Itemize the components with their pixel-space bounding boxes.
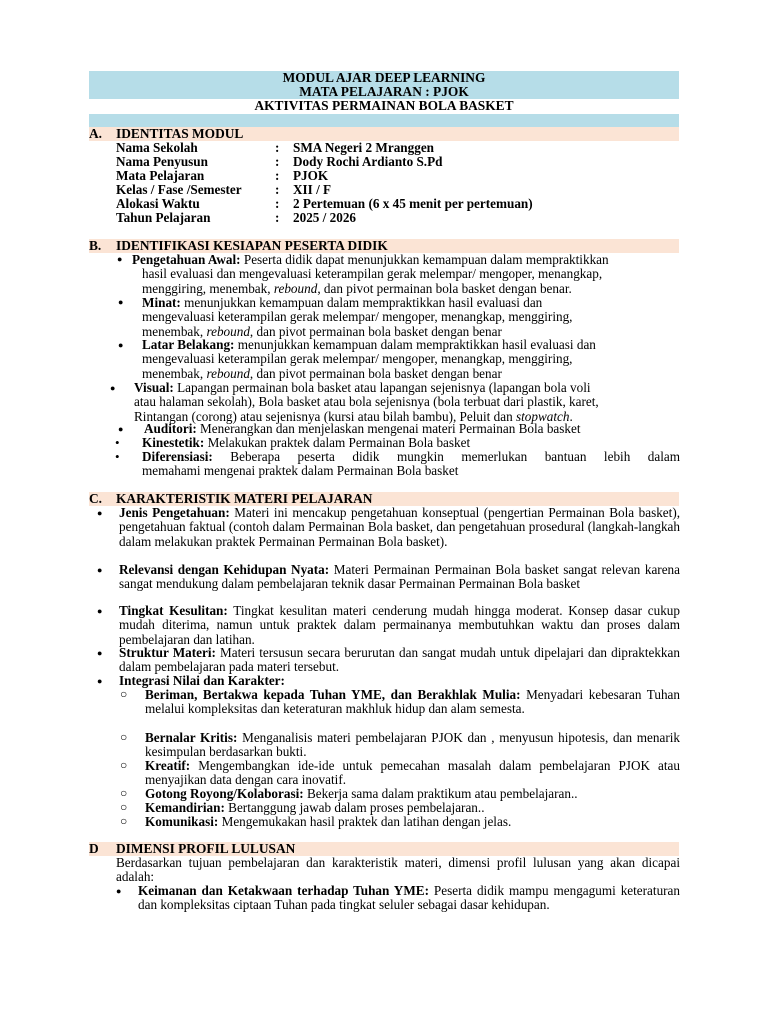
item-text: menggiring, menembak, [142, 280, 274, 296]
identity-value: 2 Pertemuan (6 x 45 menit per pertemuan) [293, 196, 533, 211]
item-label: Beriman, Bertakwa kepada Tuhan YME, dan Berakhlak Mulia: [145, 687, 521, 702]
circle-bullet-icon: ○ [120, 730, 128, 744]
item-text: Tingkat kesulitan materi cenderung mudah hingga moderat. Konsep dasar cukup mudah diterima, namun untuk praktek dalam permainanya membutuhkan waktu dan proses dalam pembelajaran dan latihan. [119, 603, 680, 647]
item-text-italic: rebound [206, 323, 250, 339]
section-a-title: IDENTITAS MODUL [116, 126, 244, 141]
bullet-icon: ● [110, 383, 116, 393]
bullet-icon: ● [97, 508, 103, 518]
identity-colon: : [275, 196, 280, 211]
item-label: Gotong Royong/Kolaborasi: [145, 786, 304, 801]
material-item [119, 646, 680, 675]
item-text-italic: rebound [273, 280, 318, 296]
bullet-icon: ● [97, 676, 103, 686]
item-text: Peserta didik dapat menunjukkan kemampuan dalam mempraktikkan [243, 252, 609, 267]
identity-value: XII / F [293, 182, 332, 197]
circle-bullet-icon: ○ [120, 758, 128, 772]
bullet-icon: • [115, 435, 120, 450]
bullet-icon: ● [97, 565, 103, 575]
bullet-icon: ● [117, 254, 123, 264]
bullet-icon: • [115, 449, 120, 464]
readiness-item-latar-belakang [142, 338, 680, 381]
item-text: Materi tersusun secara berurutan dan sangat mudah untuk dipelajari dan dipraktekkan dalam pembelajaran pada materi tersebut. [119, 645, 680, 675]
section-c-number: C. [89, 491, 103, 506]
profile-item [138, 884, 680, 913]
item-text: menembak, [142, 323, 207, 339]
item-label: Diferensiasi: [142, 449, 213, 464]
item-label: Auditori: [144, 421, 197, 436]
bullet-icon: ● [118, 297, 124, 307]
section-a-number: A. [89, 126, 103, 141]
item-text: Rintangan (corong) atau sejenisnya (kursi atau bilah bambu), Peluit dan [134, 408, 516, 424]
item-text: menembak, [142, 365, 207, 381]
circle-bullet-icon: ○ [120, 814, 128, 828]
readiness-item-diferensiasi [142, 450, 680, 479]
item-text: , dan pivot permainan bola basket dengan benar [249, 323, 502, 339]
section-d-title: DIMENSI PROFIL LULUSAN [116, 841, 296, 856]
item-text: mengevaluasi keterampilan gerak melempar/ mengoper, menangkap, menggiring, [142, 351, 573, 367]
readiness-item-pengetahuan [132, 253, 680, 296]
title-line-1: MODUL AJAR DEEP LEARNING [89, 71, 679, 85]
material-item [119, 604, 680, 647]
item-text: menunjukkan kemampuan dalam mempraktikkan hasil evaluasi dan [184, 295, 543, 310]
item-text: Menyadari kebesaran Tuhan melalui kompleksitas dan keteraturan makhluk hidup dan alam semesta. [145, 687, 681, 717]
character-item [145, 688, 680, 717]
readiness-item-minat [142, 296, 680, 339]
character-item [145, 731, 680, 760]
item-text: menunjukkan kemampuan dalam mempraktikkan hasil evaluasi dan [237, 337, 596, 352]
item-text: Peserta didik mampu mengagumi keteraturan dan kompleksitas ciptaan Tuhan pada tingkat seluler sebagai dasar kehidupan. [138, 883, 681, 913]
item-label: Integrasi Nilai dan Karakter: [119, 673, 285, 688]
identity-label: Alokasi Waktu [116, 196, 200, 211]
item-label: Kreatif: [145, 758, 191, 773]
bullet-icon: ● [97, 648, 103, 658]
item-label: Keimanan dan Ketakwaan terhadap Tuhan YME: [138, 883, 429, 898]
item-text: , dan pivot permainan bola basket dengan benar. [317, 280, 572, 296]
item-label: Tingkat Kesulitan: [119, 603, 228, 618]
item-label: Kemandirian: [145, 800, 225, 815]
item-text: Bekerja sama dalam praktikum atau pembelajaran.. [306, 786, 578, 801]
identity-label: Nama Sekolah [116, 140, 198, 155]
identity-label: Tahun Pelajaran [116, 210, 211, 225]
section-d-number: D [89, 841, 99, 856]
circle-bullet-icon: ○ [120, 800, 128, 814]
item-text: Mengemukakan hasil praktek dan latihan dengan jelas. [221, 814, 512, 829]
item-text: Materi ini mencakup pengetahuan konseptual (pengertian Permainan Bola basket), pengetahuan faktual (contoh dalam Permainan Bola basket, dan pengetahuan prosedural (langkah-langkah dalam melakukan praktek Permainan Permainan Bola basket). [119, 505, 681, 549]
item-label: Pengetahuan Awal: [132, 252, 241, 267]
identity-value: Dody Rochi Ardianto S.Pd [293, 154, 443, 169]
item-text: , dan pivot permainan bola basket dengan benar [249, 365, 502, 381]
identity-colon: : [275, 168, 280, 183]
character-item [145, 759, 680, 788]
item-text: Bertanggung jawab dalam proses pembelajaran.. [228, 800, 485, 815]
item-label: Latar Belakang: [142, 337, 235, 352]
bullet-icon: ● [97, 606, 103, 616]
item-label: Visual: [134, 380, 174, 395]
bullet-icon: ● [116, 886, 122, 896]
section-d-heading [89, 842, 679, 856]
item-text: Beberapa peserta didik mungkin memerlukan bantuan lebih dalam [230, 449, 680, 464]
item-label: Kinestetik: [142, 435, 205, 450]
item-text: Mengembangkan ide-ide untuk pemecahan masalah dalam pembelajaran PJOK atau menyajikan data dengan cara inovatif. [145, 758, 680, 788]
identity-colon: : [275, 210, 280, 225]
item-text: mengevaluasi keterampilan gerak melempar/ mengoper, menangkap, menggiring, [142, 309, 573, 325]
item-text: Materi Permainan Permainan Bola basket sangat relevan karena sangat mendukung dalam pembelajaran teknik dasar Permainan Permainan Bola basket [119, 562, 680, 592]
item-text: . [569, 408, 573, 424]
identity-label: Mata Pelajaran [116, 168, 205, 183]
bullet-icon: ● [118, 340, 124, 350]
identity-value: 2025 / 2026 [293, 210, 357, 225]
item-label: Bernalar Kritis: [145, 730, 238, 745]
identity-label: Kelas / Fase /Semester [116, 182, 242, 197]
identity-value: SMA Negeri 2 Mranggen [293, 140, 435, 155]
identity-colon: : [275, 182, 280, 197]
item-text: Menganalisis materi pembelajaran PJOK dan , menyusun hipotesis, dan menarik kesimpulan berdasarkan bukti. [145, 730, 681, 760]
item-text: Melakukan praktek dalam Permainan Bola basket [207, 435, 471, 450]
identity-value: PJOK [293, 168, 329, 183]
identity-label: Nama Penyusun [116, 154, 208, 169]
section-c-title: KARAKTERISTIK MATERI PELAJARAN [116, 491, 373, 506]
item-text: hasil evaluasi dan mengevaluasi keterampilan gerak melempar/ mengoper, menangkap, [142, 266, 603, 282]
item-text: Menerangkan dan menjelaskan mengenai materi Permainan Bola basket [200, 421, 581, 436]
item-label: Komunikasi: [145, 814, 219, 829]
section-b-number: B. [89, 238, 102, 253]
item-label: Struktur Materi: [119, 645, 216, 660]
item-text-italic: rebound [206, 365, 250, 381]
item-label: Jenis Pengetahuan: [119, 505, 230, 520]
identity-colon: : [275, 140, 280, 155]
item-text-italic: stopwatch [515, 408, 570, 424]
section-a-heading [89, 127, 679, 141]
bullet-icon: ● [118, 424, 124, 434]
circle-bullet-icon: ○ [120, 687, 128, 701]
section-b-heading [89, 239, 679, 253]
title-line-2: MATA PELAJARAN : PJOK [89, 85, 679, 99]
profile-intro: Berdasarkan tujuan pembelajaran dan karakteristik materi, dimensi profil lulusan yang akan dicapai adalah: [116, 855, 680, 885]
title-line-3: AKTIVITAS PERMAINAN BOLA BASKET [254, 98, 514, 113]
item-label: Relevansi dengan Kehidupan Nyata: [119, 562, 330, 577]
readiness-item-visual [134, 381, 680, 424]
section-c-heading [89, 492, 679, 506]
item-text: atau halaman sekolah), Bola basket atau bola sejenisnya (bola terbuat dari plastik, karet, [134, 394, 599, 410]
item-label: Minat: [142, 295, 181, 310]
identity-colon: : [275, 154, 280, 169]
item-text: memahami mengenai praktek dalam Permainan Bola basket [142, 463, 459, 479]
section-b-title: IDENTIFIKASI KESIAPAN PESERTA DIDIK [116, 238, 388, 253]
material-item [119, 506, 680, 549]
circle-bullet-icon: ○ [120, 786, 128, 800]
character-item [145, 815, 680, 829]
material-item [119, 563, 680, 592]
item-text: Lapangan permainan bola basket atau lapangan sejenisnya (lapangan bola voli [177, 380, 591, 395]
